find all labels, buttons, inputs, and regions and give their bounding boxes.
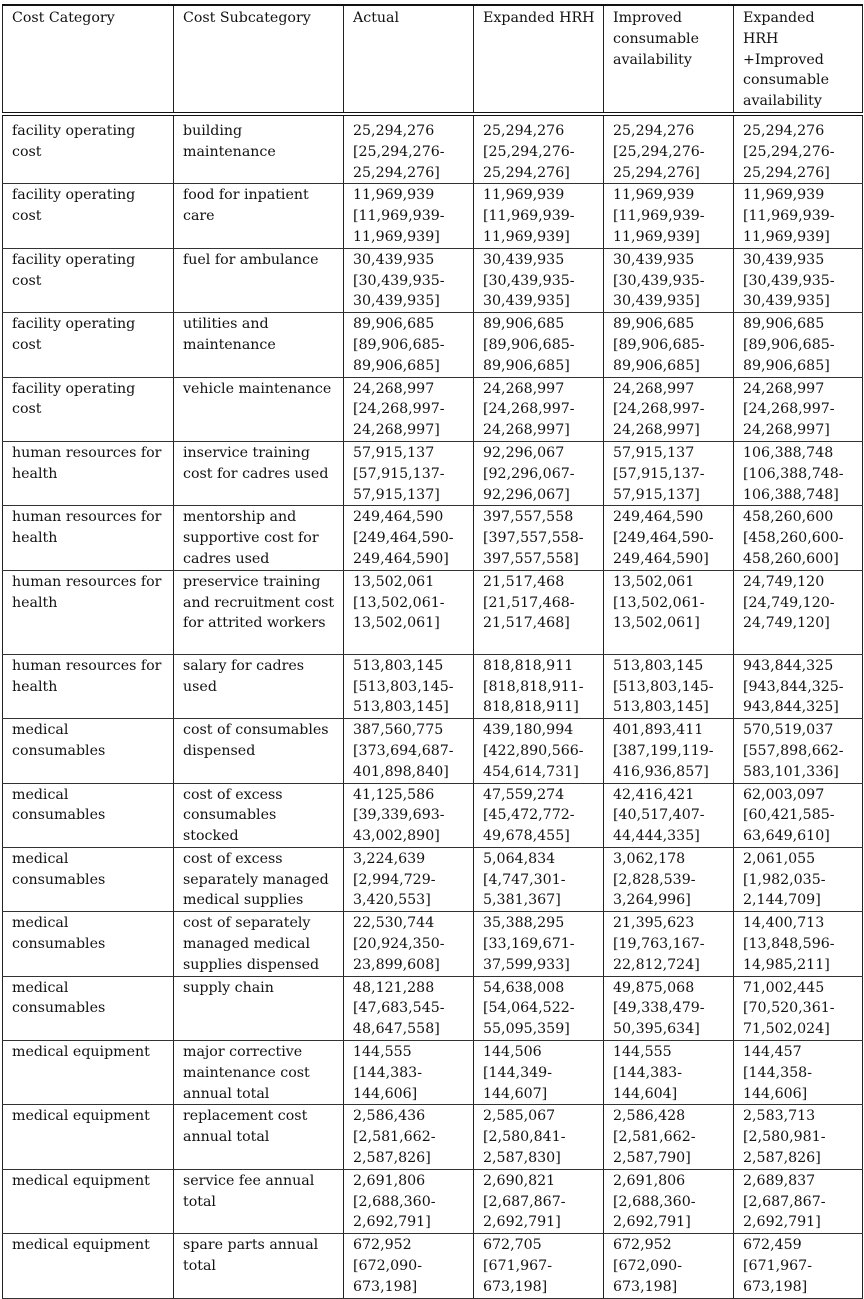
- cell-cost-category: medical consumables: [3, 783, 174, 847]
- cell-expanded-hrh: 2,690,821 [2,687,867-2,692,791]: [474, 1169, 604, 1233]
- cell-cost-category: human resources for health: [3, 654, 174, 718]
- cell-actual: 89,906,685 [89,906,685-89,906,685]: [344, 313, 474, 377]
- cell-expanded-hrh: 144,506 [144,349-144,607]: [474, 1041, 604, 1105]
- cell-cost-subcategory: inservice training cost for cadres used: [174, 441, 344, 505]
- table-row: [3, 719, 863, 783]
- cell-cost-category: medical equipment: [3, 1234, 174, 1298]
- cell-cost-category: medical consumables: [3, 976, 174, 1040]
- cell-cost-subcategory: vehicle maintenance: [174, 377, 344, 441]
- table-row: [3, 976, 863, 1040]
- table-row: [3, 506, 863, 570]
- cell-cost-category: facility operating cost: [3, 377, 174, 441]
- cell-cost-category: human resources for health: [3, 506, 174, 570]
- cell-improved-consumables: 672,952 [672,090-673,198]: [604, 1234, 734, 1298]
- cell-combined: 11,969,939 [11,969,939-11,969,939]: [734, 184, 863, 248]
- cell-expanded-hrh: 35,388,295 [33,169,671-37,599,933]: [474, 912, 604, 976]
- cell-actual: 2,691,806 [2,688,360-2,692,791]: [344, 1169, 474, 1233]
- cell-combined: 672,459 [671,967-673,198]: [734, 1234, 863, 1298]
- cell-combined: 106,388,748 [106,388,748-106,388,748]: [734, 441, 863, 505]
- column-header-expanded-hrh: Expanded HRH: [474, 5, 604, 114]
- header-row: [3, 5, 863, 114]
- cell-improved-consumables: 30,439,935 [30,439,935-30,439,935]: [604, 248, 734, 312]
- cell-actual: 672,952 [672,090-673,198]: [344, 1234, 474, 1298]
- cell-cost-subcategory: replacement cost annual total: [174, 1105, 344, 1169]
- cell-cost-category: human resources for health: [3, 441, 174, 505]
- cell-expanded-hrh: 2,585,067 [2,580,841-2,587,830]: [474, 1105, 604, 1169]
- cell-combined: 71,002,445 [70,520,361-71,502,024]: [734, 976, 863, 1040]
- cell-combined: 943,844,325 [943,844,325-943,844,325]: [734, 654, 863, 718]
- cell-cost-category: medical consumables: [3, 719, 174, 783]
- column-header-combined: Expanded HRH +Improved consumable availability: [734, 5, 863, 114]
- cell-expanded-hrh: 24,268,997 [24,268,997-24,268,997]: [474, 377, 604, 441]
- cell-cost-subcategory: cost of separately managed medical supplies dispensed: [174, 912, 344, 976]
- column-header-actual: Actual: [344, 5, 474, 114]
- cell-expanded-hrh: 5,064,834 [4,747,301-5,381,367]: [474, 847, 604, 911]
- cell-improved-consumables: 21,395,623 [19,763,167-22,812,724]: [604, 912, 734, 976]
- cell-improved-consumables: 2,586,428 [2,581,662-2,587,790]: [604, 1105, 734, 1169]
- cell-expanded-hrh: 439,180,994 [422,890,566-454,614,731]: [474, 719, 604, 783]
- cell-cost-category: medical consumables: [3, 847, 174, 911]
- table-row: [3, 1234, 863, 1298]
- cell-cost-subcategory: salary for cadres used: [174, 654, 344, 718]
- cell-actual: 2,586,436 [2,581,662-2,587,826]: [344, 1105, 474, 1169]
- cell-actual: 41,125,586 [39,339,693-43,002,890]: [344, 783, 474, 847]
- cell-improved-consumables: 3,062,178 [2,828,539-3,264,996]: [604, 847, 734, 911]
- cell-combined: 144,457 [144,358-144,606]: [734, 1041, 863, 1105]
- cell-expanded-hrh: 89,906,685 [89,906,685-89,906,685]: [474, 313, 604, 377]
- cell-actual: 25,294,276 [25,294,276-25,294,276]: [344, 114, 474, 184]
- cell-actual: 387,560,775 [373,694,687-401,898,840]: [344, 719, 474, 783]
- table-row: [3, 441, 863, 505]
- cell-actual: 513,803,145 [513,803,145-513,803,145]: [344, 654, 474, 718]
- cell-expanded-hrh: 47,559,274 [45,472,772-49,678,455]: [474, 783, 604, 847]
- cell-improved-consumables: 42,416,421 [40,517,407-44,444,335]: [604, 783, 734, 847]
- cell-actual: 13,502,061 [13,502,061-13,502,061]: [344, 570, 474, 654]
- cell-combined: 14,400,713 [13,848,596-14,985,211]: [734, 912, 863, 976]
- cell-combined: 24,749,120 [24,749,120-24,749,120]: [734, 570, 863, 654]
- cell-improved-consumables: 513,803,145 [513,803,145-513,803,145]: [604, 654, 734, 718]
- cell-combined: 62,003,097 [60,421,585-63,649,610]: [734, 783, 863, 847]
- cell-improved-consumables: 249,464,590 [249,464,590-249,464,590]: [604, 506, 734, 570]
- cell-actual: 22,530,744 [20,924,350-23,899,608]: [344, 912, 474, 976]
- cell-improved-consumables: 144,555 [144,383-144,604]: [604, 1041, 734, 1105]
- table-row: [3, 1041, 863, 1105]
- cell-expanded-hrh: 11,969,939 [11,969,939-11,969,939]: [474, 184, 604, 248]
- cell-cost-category: medical equipment: [3, 1169, 174, 1233]
- cell-improved-consumables: 2,691,806 [2,688,360-2,692,791]: [604, 1169, 734, 1233]
- table-row: [3, 912, 863, 976]
- table-row: [3, 313, 863, 377]
- cell-cost-category: human resources for health: [3, 570, 174, 654]
- table-body: [3, 114, 863, 1298]
- cell-combined: 25,294,276 [25,294,276-25,294,276]: [734, 114, 863, 184]
- cell-cost-category: facility operating cost: [3, 248, 174, 312]
- cell-actual: 57,915,137 [57,915,137-57,915,137]: [344, 441, 474, 505]
- cost-table: [2, 4, 863, 1299]
- cell-actual: 24,268,997 [24,268,997-24,268,997]: [344, 377, 474, 441]
- cell-improved-consumables: 24,268,997 [24,268,997-24,268,997]: [604, 377, 734, 441]
- cell-actual: 30,439,935 [30,439,935-30,439,935]: [344, 248, 474, 312]
- cell-improved-consumables: 401,893,411 [387,199,119-416,936,857]: [604, 719, 734, 783]
- column-header-cost-category: Cost Category: [3, 5, 174, 114]
- cell-cost-category: facility operating cost: [3, 313, 174, 377]
- cell-improved-consumables: 57,915,137 [57,915,137-57,915,137]: [604, 441, 734, 505]
- cell-cost-category: facility operating cost: [3, 114, 174, 184]
- cell-cost-subcategory: food for inpatient care: [174, 184, 344, 248]
- cell-cost-subcategory: fuel for ambulance: [174, 248, 344, 312]
- table-row: [3, 114, 863, 184]
- table-header: [3, 5, 863, 114]
- cell-cost-category: medical equipment: [3, 1105, 174, 1169]
- cell-cost-subcategory: cost of consumables dispensed: [174, 719, 344, 783]
- table-row: [3, 1105, 863, 1169]
- cell-cost-category: medical equipment: [3, 1041, 174, 1105]
- cell-actual: 11,969,939 [11,969,939-11,969,939]: [344, 184, 474, 248]
- cell-cost-subcategory: spare parts annual total: [174, 1234, 344, 1298]
- cell-combined: 24,268,997 [24,268,997-24,268,997]: [734, 377, 863, 441]
- cell-cost-subcategory: major corrective maintenance cost annual total: [174, 1041, 344, 1105]
- cell-combined: 89,906,685 [89,906,685-89,906,685]: [734, 313, 863, 377]
- cell-combined: 2,689,837 [2,687,867-2,692,791]: [734, 1169, 863, 1233]
- cell-cost-subcategory: mentorship and supportive cost for cadres used: [174, 506, 344, 570]
- table-row: [3, 184, 863, 248]
- cell-improved-consumables: 11,969,939 [11,969,939-11,969,939]: [604, 184, 734, 248]
- table-row: [3, 248, 863, 312]
- cell-expanded-hrh: 25,294,276 [25,294,276-25,294,276]: [474, 114, 604, 184]
- cell-improved-consumables: 25,294,276 [25,294,276-25,294,276]: [604, 114, 734, 184]
- cell-actual: 48,121,288 [47,683,545-48,647,558]: [344, 976, 474, 1040]
- cell-cost-subcategory: cost of excess separately managed medical supplies: [174, 847, 344, 911]
- table-row: [3, 783, 863, 847]
- cell-actual: 249,464,590 [249,464,590-249,464,590]: [344, 506, 474, 570]
- table-row: [3, 847, 863, 911]
- cell-expanded-hrh: 21,517,468 [21,517,468-21,517,468]: [474, 570, 604, 654]
- cell-expanded-hrh: 92,296,067 [92,296,067-92,296,067]: [474, 441, 604, 505]
- cell-expanded-hrh: 397,557,558 [397,557,558-397,557,558]: [474, 506, 604, 570]
- cell-cost-subcategory: supply chain: [174, 976, 344, 1040]
- cell-actual: 144,555 [144,383-144,606]: [344, 1041, 474, 1105]
- column-header-improved-consumables: Improved consumable availability: [604, 5, 734, 114]
- column-header-cost-subcategory: Cost Subcategory: [174, 5, 344, 114]
- cell-improved-consumables: 89,906,685 [89,906,685-89,906,685]: [604, 313, 734, 377]
- cell-cost-subcategory: cost of excess consumables stocked: [174, 783, 344, 847]
- cell-expanded-hrh: 54,638,008 [54,064,522-55,095,359]: [474, 976, 604, 1040]
- table-row: [3, 377, 863, 441]
- cell-cost-category: facility operating cost: [3, 184, 174, 248]
- cell-expanded-hrh: 30,439,935 [30,439,935-30,439,935]: [474, 248, 604, 312]
- table-row: [3, 570, 863, 654]
- cell-combined: 570,519,037 [557,898,662-583,101,336]: [734, 719, 863, 783]
- cell-actual: 3,224,639 [2,994,729-3,420,553]: [344, 847, 474, 911]
- cell-expanded-hrh: 818,818,911 [818,818,911-818,818,911]: [474, 654, 604, 718]
- cell-cost-subcategory: preservice training and recruitment cost for attrited workers: [174, 570, 344, 654]
- cell-cost-subcategory: utilities and maintenance: [174, 313, 344, 377]
- cell-combined: 458,260,600 [458,260,600-458,260,600]: [734, 506, 863, 570]
- cell-combined: 2,061,055 [1,982,035-2,144,709]: [734, 847, 863, 911]
- cell-expanded-hrh: 672,705 [671,967-673,198]: [474, 1234, 604, 1298]
- cell-improved-consumables: 13,502,061 [13,502,061-13,502,061]: [604, 570, 734, 654]
- cell-combined: 30,439,935 [30,439,935-30,439,935]: [734, 248, 863, 312]
- table-row: [3, 1169, 863, 1233]
- table-row: [3, 654, 863, 718]
- cell-cost-subcategory: building maintenance: [174, 114, 344, 184]
- cell-cost-category: medical consumables: [3, 912, 174, 976]
- cell-combined: 2,583,713 [2,580,981-2,587,826]: [734, 1105, 863, 1169]
- cell-improved-consumables: 49,875,068 [49,338,479-50,395,634]: [604, 976, 734, 1040]
- cell-cost-subcategory: service fee annual total: [174, 1169, 344, 1233]
